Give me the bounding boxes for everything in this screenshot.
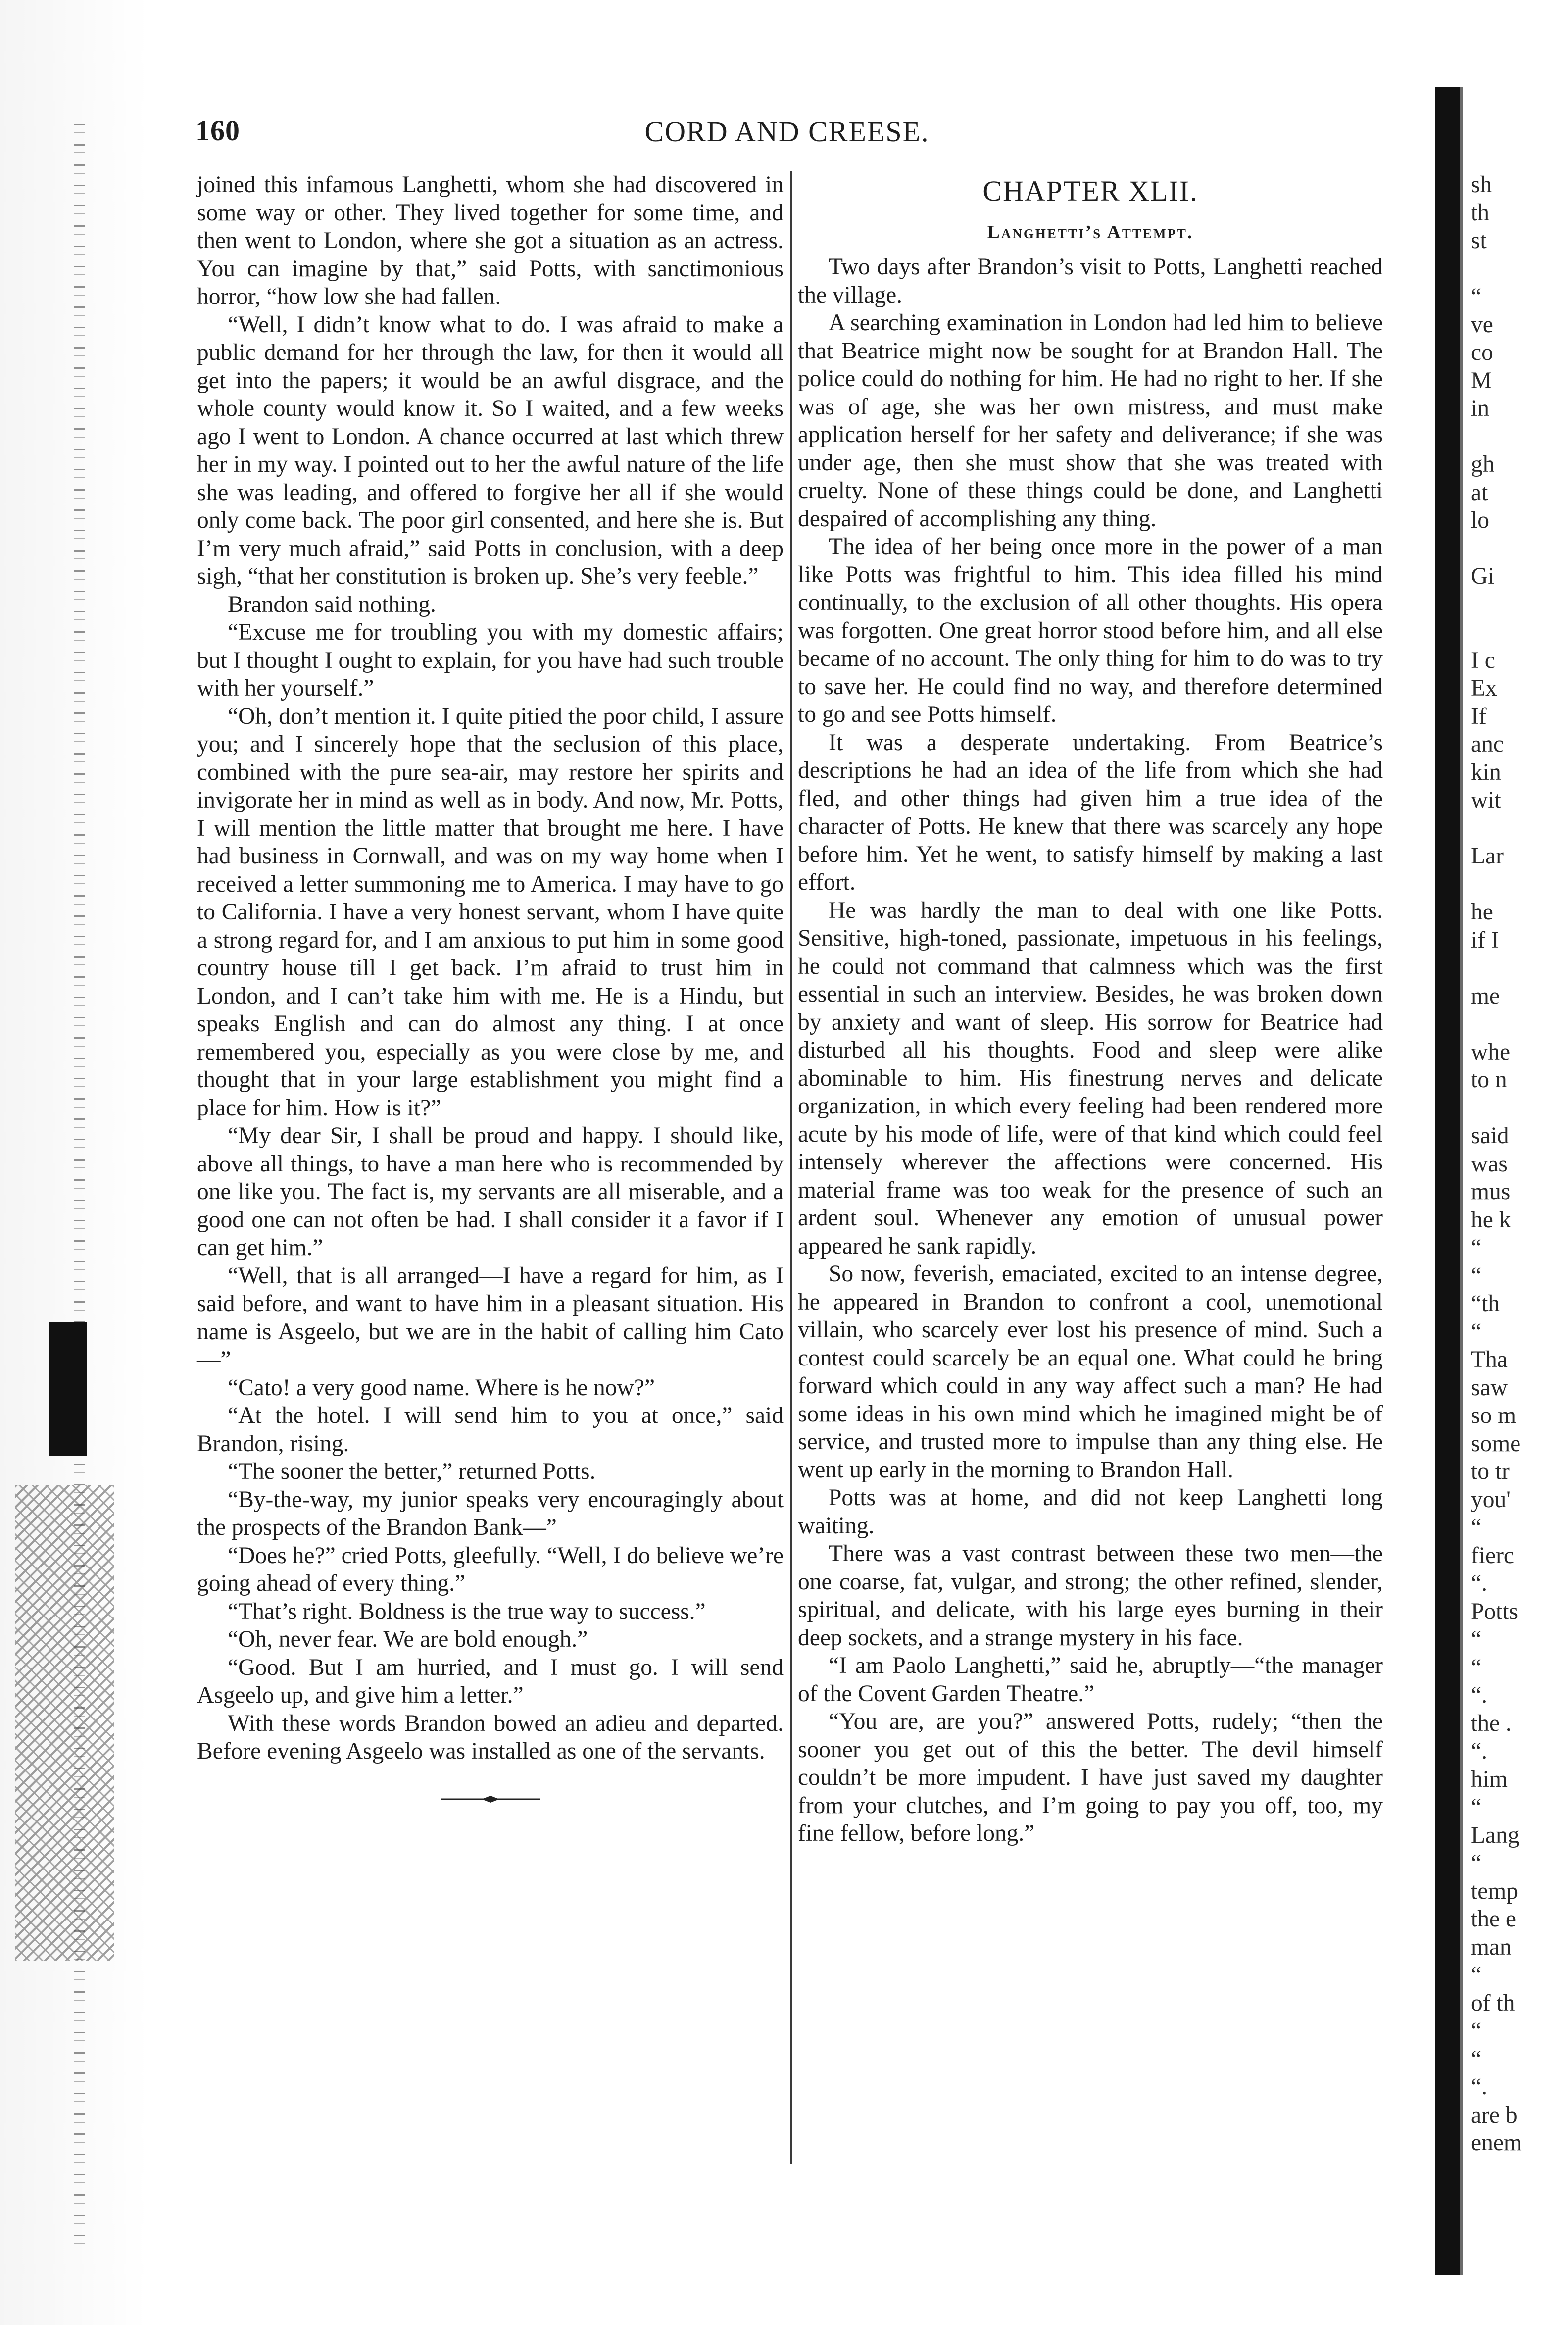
paragraph: “You are, are you?” answered Potts, rudely; “then the sooner you get out of this the better. The devil himself couldn’t be more impudent. I have just saved my daughter from your clutches, and I’m going to pay you off, too, my fine fellow, before long.” xyxy=(798,1709,1383,1846)
facing-line: Ex xyxy=(1471,675,1497,701)
paragraph: It was a desperate undertaking. From Beatrice’s descriptions he had an idea of the life from which she had fled, and other things had given him a true idea of the character of Potts. He knew that there was scarcely any hope before him. Yet he went, to satisfy himself by making a last effort. xyxy=(798,729,1383,895)
paragraph: “The sooner the better,” returned Potts. xyxy=(228,1459,596,1484)
facing-line: Lar xyxy=(1471,843,1504,869)
paragraph: “Good. But I am hurried, and I must go. I will send Asgeelo up, and give him a letter.” xyxy=(197,1654,784,1708)
facing-line xyxy=(1471,535,1568,563)
facing-line xyxy=(1471,1094,1568,1122)
paragraph: Potts was at home, and did not keep Langhetti long waiting. xyxy=(798,1485,1383,1539)
paragraph: There was a vast contrast between these two men—the one coarse, fat, vulgar, and strong; the other refined, slender, spiritual, and delicate, with his large eyes burning in their deep sockets, and a strange mystery in his face. xyxy=(798,1541,1383,1651)
facing-line: “ xyxy=(1471,1626,1482,1652)
paragraph: A searching examination in London had led him to believe that Beatrice might now be sought for at Brandon Hall. The police could do nothing for him. He had no right to her. If she was of age, she was her own mistress, and must make application herself for her safety and deliverance; if she was under age, then she must show that she was treated with cruelty. None of these things could be done, and Langhetti despaired of accomplishing any thing. xyxy=(798,310,1383,532)
facing-line: Tha xyxy=(1471,1347,1508,1372)
facing-line xyxy=(1471,591,1568,619)
facing-line: of th xyxy=(1471,1990,1515,2016)
paragraph: So now, feverish, emaciated, excited to an intense degree, he appeared in Brandon to confront a cool, unemotional villain, who scarcely ever lost his presence of mind. Such a contest could scarcely be an equal one. What could he bring forward which could in any way affect such a man? He had some ideas in his own mind which he imagined might be of service, and trusted more to impulse than any thing else. He went up early in the morning to Brandon Hall. xyxy=(798,1261,1383,1483)
facing-line: you' xyxy=(1471,1486,1511,1513)
facing-line: “ xyxy=(1471,1263,1482,1289)
left-column xyxy=(197,171,784,1804)
paragraph: “Cato! a very good name. Where is he now?” xyxy=(228,1374,655,1401)
facing-line: “ xyxy=(1471,1515,1482,1540)
binding-speckle xyxy=(15,1485,114,1961)
facing-line: gh xyxy=(1471,452,1495,477)
facing-line: enem xyxy=(1471,2130,1522,2156)
facing-line: said xyxy=(1471,1123,1509,1149)
facing-line: “ xyxy=(1471,1318,1482,1345)
facing-line: lo xyxy=(1471,507,1489,533)
chapter-heading: CHAPTER XLII. xyxy=(982,175,1198,207)
paragraph: Two days after Brandon’s visit to Potts, Langhetti reached the village. xyxy=(798,254,1383,308)
facing-line: the e xyxy=(1471,1906,1516,1932)
paragraph: “Excuse me for troubling you with my domestic affairs; but I thought I ought to explain, for you have had such trouble with her yourself.” xyxy=(197,619,784,701)
facing-line: to tr xyxy=(1471,1459,1510,1484)
paragraph: He was hardly the man to deal with one like Potts. Sensitive, high-toned, passionate, impetuous in his feelings, he could not command that calmness which was the first essential in such an interview. Besides, he was broken down by anxiety and want of sleep. His sorrow for Beatrice had disturbed all his thoughts. Food and sleep were alike abominable to him. His finestrung nerves and delicate organization, in which every feeling had been rendered more acute by his mode of life, were of that kind which could feel intensely wherever the affections were concerned. His material frame was too weak for the presence of such an ardent soul. Whenever any emotion of unusual power appeared he sank rapidly. xyxy=(798,897,1383,1259)
binding-block xyxy=(49,1322,87,1456)
facing-line: whe xyxy=(1471,1039,1511,1065)
facing-line: ve xyxy=(1471,311,1493,338)
facing-line: was xyxy=(1471,1151,1508,1177)
facing-line: Potts xyxy=(1471,1598,1519,1624)
facing-line: man xyxy=(1471,1934,1512,1960)
facing-line: st xyxy=(1471,228,1487,253)
paragraph: Brandon said nothing. xyxy=(228,591,436,617)
facing-line: me xyxy=(1471,983,1500,1009)
facing-line: he xyxy=(1471,899,1493,925)
facing-line xyxy=(1471,255,1568,283)
running-title: CORD AND CREESE. xyxy=(644,115,930,148)
paragraph: “Well, I didn’t know what to do. I was afraid to make a public demand for her through the law, for then it would all get into the papers; it would be an awful disgrace, and the whole county would know it. So I waited, and a few weeks ago I went to London. A chance occurred at last which threw her in my way. I pointed out to her the awful nature of the life she was leading, and offered to forgive her all if she would only come back. The poor girl consented, and here she is. But I’m very much afraid,” said Potts in conclusion, with a deep sigh, “that her constitution is broken up. She’s very feeble.” xyxy=(197,311,784,589)
facing-line: “. xyxy=(1471,1682,1487,1708)
book-gutter-edge xyxy=(1435,87,1460,2275)
facing-line xyxy=(1471,1010,1568,1038)
facing-line: if I xyxy=(1471,927,1499,953)
paragraph: “I am Paolo Langhetti,” said he, abruptly—“the manager of the Covent Garden Theatre.” xyxy=(798,1653,1383,1707)
facing-line: temp xyxy=(1471,1878,1518,1904)
facing-line: Lang xyxy=(1471,1822,1519,1848)
facing-line: some xyxy=(1471,1430,1521,1457)
facing-line: “ xyxy=(1471,284,1482,309)
facing-line xyxy=(1471,2185,1568,2213)
facing-line xyxy=(1471,870,1568,899)
facing-line: him xyxy=(1471,1766,1508,1792)
facing-line: If xyxy=(1471,703,1487,729)
facing-line: I c xyxy=(1471,647,1495,673)
facing-line: wit xyxy=(1471,787,1501,813)
facing-line: “. xyxy=(1471,1570,1487,1596)
paragraph: “My dear Sir, I shall be proud and happy. I should like, above all things, to have a man here who is recommended by one like you. The fact is, my servants are all miserable, and a good one can not often be had. I shall consider it a favor if I can get him.” xyxy=(197,1123,784,1261)
facing-line: co xyxy=(1471,340,1493,365)
facing-line xyxy=(1471,954,1568,982)
facing-line: “. xyxy=(1471,2074,1487,2100)
facing-line: kin xyxy=(1471,759,1501,785)
facing-line: to n xyxy=(1471,1067,1507,1093)
facing-line: “. xyxy=(1471,1738,1487,1764)
facing-line: anc xyxy=(1471,731,1504,757)
facing-line: “ xyxy=(1471,1235,1482,1261)
page-number: 160 xyxy=(196,114,240,147)
facing-line: “ xyxy=(1471,2046,1482,2072)
facing-line xyxy=(1471,814,1568,843)
paragraph: “Oh, never fear. We are bold enough.” xyxy=(228,1626,588,1652)
facing-line: he k xyxy=(1471,1207,1511,1233)
facing-line: “ xyxy=(1471,2018,1482,2044)
paragraph: joined this infamous Langhetti, whom she had discovered in some way or other. They lived together for some time, and then went to London, where she got a situation as an actress. You can imagine by that,” said Potts, with sanctimonious horror, “how low she had fallen. xyxy=(197,172,784,309)
facing-line: at xyxy=(1471,479,1488,505)
facing-line: “th xyxy=(1471,1291,1500,1316)
chapter-subtitle: Langhetti’s Attempt. xyxy=(987,221,1194,243)
column-divider xyxy=(790,171,792,2164)
paragraph: The idea of her being once more in the power of a man like Potts was frightful to him. This idea filled his mind continually, to the exclusion of all other thoughts. His opera was forgotten. One great horror stood before him, and all else became of no account. The only thing for him to do was to try to save her. He could find no way, and therefore determined to go and see Potts himself. xyxy=(798,534,1383,727)
paragraph: “By-the-way, my junior speaks very encouragingly about the prospects of the Brandon Bank—” xyxy=(197,1486,784,1540)
facing-line: “ xyxy=(1471,1654,1482,1680)
facing-line: saw xyxy=(1471,1374,1508,1401)
facing-line: the . xyxy=(1471,1710,1512,1736)
paragraph: “Oh, don’t mention it. I quite pitied the poor child, I assure you; and I sincerely hope that the seclusion of this place, combined with the pure sea-air, may restore her spirits and invigorate her in mind as well as in body. And now, Mr. Potts, I will mention the little matter that brought me here. I have had business in Cornwall, and was on my way home when I received a letter summoning me to America. I may have to go to California. I have a very honest servant, whom I have quite a strong regard for, and I am anxious to put him in some good country house till I get back. I’m afraid to trust him in London, and I can’t take him with me. He is a Hindu, but speaks English and can do almost any thing. I at once remembered you, especially as you were close by me, and thought that in your large establishment you might find a place for him. How is it?” xyxy=(197,703,784,1121)
facing-line: “ xyxy=(1471,1794,1482,1820)
right-column xyxy=(798,177,1383,1848)
facing-line: M xyxy=(1471,367,1492,394)
facing-line: “ xyxy=(1471,1962,1482,1988)
facing-line: so m xyxy=(1471,1403,1517,1428)
facing-line xyxy=(1471,2157,1568,2185)
paragraph: “That’s right. Boldness is the true way to success.” xyxy=(228,1598,706,1624)
facing-line: mus xyxy=(1471,1179,1511,1205)
paragraph: “At the hotel. I will send him to you at once,” said Brandon, rising. xyxy=(197,1403,784,1457)
facing-line: sh xyxy=(1471,172,1492,198)
section-end-ornament xyxy=(441,1794,540,1804)
paragraph: “Does he?” cried Potts, gleefully. “Well, I do believe we’re going ahead of every thing.” xyxy=(197,1542,784,1596)
paragraph: “Well, that is all arranged—I have a regard for him, as I said before, and want to have him in a pleasant situation. His name is Asgeelo, but we are in the habit of calling him Cato—” xyxy=(197,1263,784,1372)
facing-line: fierc xyxy=(1471,1542,1514,1568)
facing-line xyxy=(1471,618,1568,647)
facing-line: “ xyxy=(1471,1850,1482,1876)
facing-line: are b xyxy=(1471,2102,1518,2128)
facing-line: in xyxy=(1471,396,1489,421)
facing-page-fragment xyxy=(1471,171,1568,2300)
facing-line xyxy=(1471,423,1568,451)
facing-line: th xyxy=(1471,200,1489,226)
paragraph: With these words Brandon bowed an adieu and departed. Before evening Asgeelo was installed as one of the servants. xyxy=(197,1710,784,1764)
facing-line: Gi xyxy=(1471,563,1495,589)
